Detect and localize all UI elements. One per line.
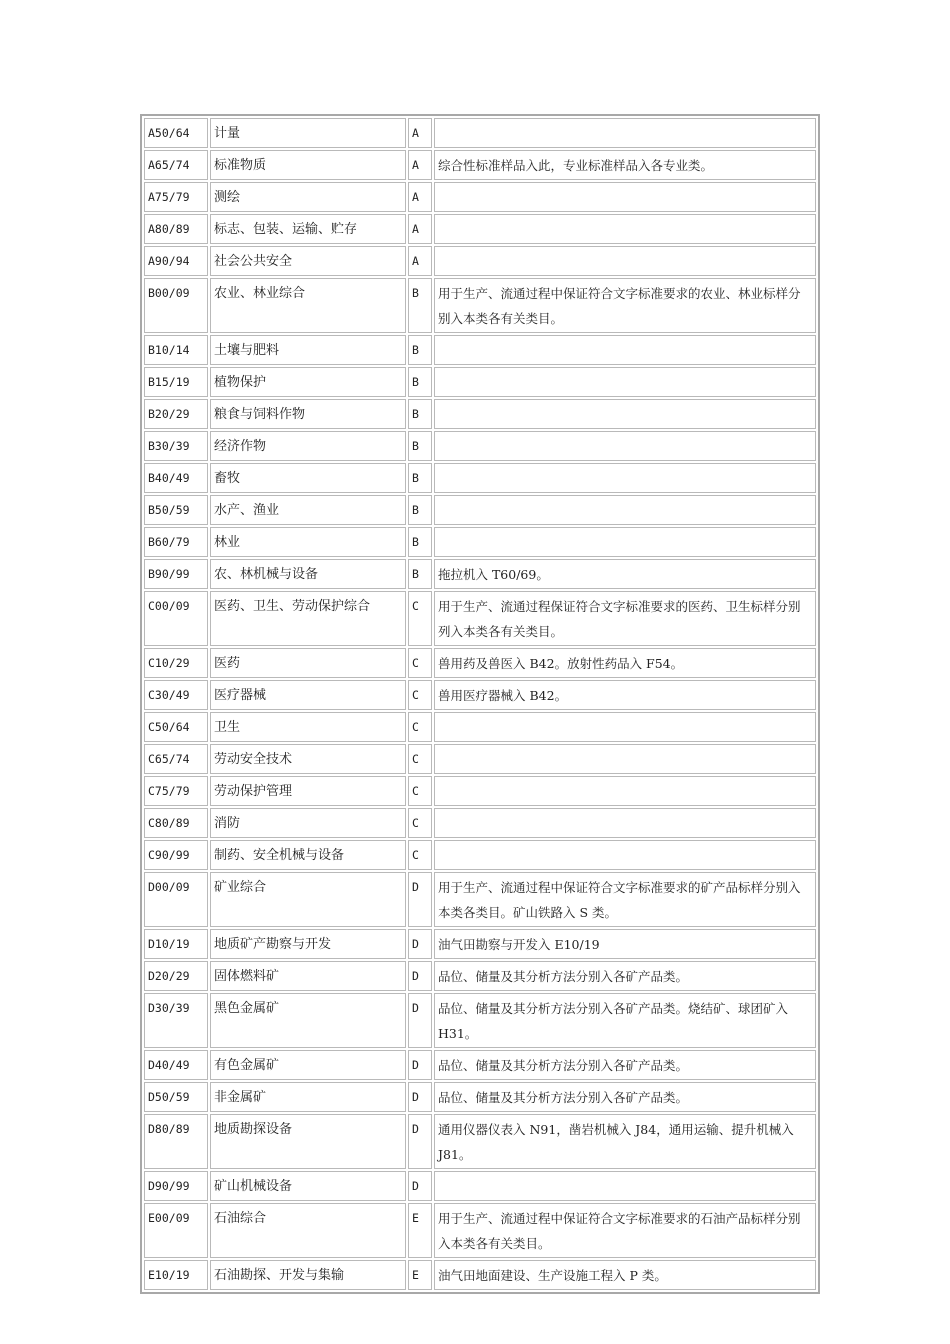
cell-name: 植物保护 [210,367,406,397]
cell-cls: D [408,961,432,991]
cell-code: D00/09 [144,872,208,927]
cell-note [434,335,816,365]
cell-name: 石油勘探、开发与集输 [210,1260,406,1290]
cell-note [434,246,816,276]
cell-note: 品位、储量及其分析方法分别入各矿产品类。 [434,1050,816,1080]
cell-note [434,463,816,493]
cell-note: 油气田地面建设、生产设施工程入 P 类。 [434,1260,816,1290]
table-row [144,808,816,838]
cell-name: 卫生 [210,712,406,742]
cell-cls: D [408,1114,432,1169]
cell-note: 兽用药及兽医入 B42。放射性药品入 F54。 [434,648,816,678]
cell-name: 畜牧 [210,463,406,493]
cell-code: A90/94 [144,246,208,276]
cell-name: 矿业综合 [210,872,406,927]
cell-cls: B [408,495,432,525]
cell-code: C75/79 [144,776,208,806]
cell-name: 林业 [210,527,406,557]
cell-note [434,214,816,244]
cell-note: 品位、储量及其分析方法分别入各矿产品类。 [434,1082,816,1112]
cell-code: B00/09 [144,278,208,333]
table-row [144,431,816,461]
cell-name: 测绘 [210,182,406,212]
table-row [144,680,816,710]
cell-name: 计量 [210,118,406,148]
cell-code: C10/29 [144,648,208,678]
cell-cls: C [408,712,432,742]
cell-note [434,367,816,397]
cell-name: 地质勘探设备 [210,1114,406,1169]
cell-cls: A [408,246,432,276]
cell-name: 消防 [210,808,406,838]
cell-code: C90/99 [144,840,208,870]
cell-code: B20/29 [144,399,208,429]
cell-cls: C [408,648,432,678]
table-body [144,118,816,1290]
cell-name: 矿山机械设备 [210,1171,406,1201]
table-row [144,495,816,525]
table-row [144,591,816,646]
cell-name: 标志、包装、运输、贮存 [210,214,406,244]
cell-code: B90/99 [144,559,208,589]
cell-note: 用于生产、流通过程保证符合文字标准要求的医药、卫生标样分别列入本类各有关类目。 [434,591,816,646]
cell-code: B30/39 [144,431,208,461]
table-row [144,1203,816,1258]
cell-code: A50/64 [144,118,208,148]
table-row [144,278,816,333]
cell-note: 拖拉机入 T60/69。 [434,559,816,589]
cell-note [434,182,816,212]
table-row [144,776,816,806]
cell-note: 油气田勘察与开发入 E10/19 [434,929,816,959]
cell-cls: C [408,744,432,774]
table-row [144,150,816,180]
cell-note [434,431,816,461]
table-row [144,1171,816,1201]
cell-name: 有色金属矿 [210,1050,406,1080]
cell-name: 医药 [210,648,406,678]
cell-code: D20/29 [144,961,208,991]
cell-note: 品位、储量及其分析方法分别入各矿产品类。 [434,961,816,991]
cell-code: E10/19 [144,1260,208,1290]
cell-name: 非金属矿 [210,1082,406,1112]
cell-note [434,808,816,838]
cell-note: 用于生产、流通过程中保证符合文字标准要求的石油产品标样分别入本类各有关类目。 [434,1203,816,1258]
table-row [144,118,816,148]
cell-note [434,840,816,870]
cell-cls: C [408,591,432,646]
cell-code: D80/89 [144,1114,208,1169]
cell-name: 水产、渔业 [210,495,406,525]
cell-note [434,399,816,429]
cell-cls: B [408,527,432,557]
cell-cls: C [408,776,432,806]
cell-name: 固体燃料矿 [210,961,406,991]
cell-cls: D [408,1050,432,1080]
cell-note [434,495,816,525]
table-row [144,399,816,429]
cell-note: 用于生产、流通过程中保证符合文字标准要求的矿产品标样分别入本类各类目。矿山铁路入 S 类。 [434,872,816,927]
table-row [144,648,816,678]
cell-cls: B [408,431,432,461]
cell-cls: D [408,993,432,1048]
cell-note [434,527,816,557]
classification-table [142,116,818,1292]
cell-note [434,712,816,742]
cell-name: 土壤与肥料 [210,335,406,365]
cell-cls: D [408,1082,432,1112]
table-row [144,993,816,1048]
cell-note: 用于生产、流通过程中保证符合文字标准要求的农业、林业标样分别入本类各有关类目。 [434,278,816,333]
cell-code: B10/14 [144,335,208,365]
cell-cls: B [408,463,432,493]
table-row [144,712,816,742]
cell-cls: B [408,278,432,333]
cell-cls: A [408,214,432,244]
cell-note [434,744,816,774]
cell-cls: B [408,559,432,589]
classification-table-frame [140,114,820,1294]
table-row [144,182,816,212]
table-row [144,1050,816,1080]
cell-name: 农、林机械与设备 [210,559,406,589]
cell-note [434,118,816,148]
cell-note [434,1171,816,1201]
cell-name: 劳动安全技术 [210,744,406,774]
table-row [144,214,816,244]
cell-code: C30/49 [144,680,208,710]
cell-name: 标准物质 [210,150,406,180]
table-row [144,1260,816,1290]
cell-cls: D [408,872,432,927]
table-row [144,463,816,493]
table-row [144,929,816,959]
table-row [144,1082,816,1112]
cell-code: C50/64 [144,712,208,742]
cell-name: 粮食与饲料作物 [210,399,406,429]
cell-cls: A [408,150,432,180]
table-row [144,367,816,397]
cell-code: B40/49 [144,463,208,493]
cell-code: D30/39 [144,993,208,1048]
cell-code: A75/79 [144,182,208,212]
cell-cls: B [408,335,432,365]
cell-name: 石油综合 [210,1203,406,1258]
cell-code: B15/19 [144,367,208,397]
cell-name: 地质矿产勘察与开发 [210,929,406,959]
table-row [144,961,816,991]
cell-cls: E [408,1203,432,1258]
cell-name: 医药、卫生、劳动保护综合 [210,591,406,646]
table-row [144,559,816,589]
cell-cls: B [408,399,432,429]
cell-name: 劳动保护管理 [210,776,406,806]
cell-code: E00/09 [144,1203,208,1258]
cell-note: 兽用医疗器械入 B42。 [434,680,816,710]
table-row [144,246,816,276]
cell-cls: A [408,182,432,212]
table-row [144,527,816,557]
cell-code: A65/74 [144,150,208,180]
table-row [144,872,816,927]
cell-code: D40/49 [144,1050,208,1080]
cell-code: D90/99 [144,1171,208,1201]
cell-name: 社会公共安全 [210,246,406,276]
cell-note: 综合性标准样品入此，专业标准样品入各专业类。 [434,150,816,180]
cell-code: C00/09 [144,591,208,646]
table-row [144,335,816,365]
cell-note [434,776,816,806]
table-row [144,744,816,774]
cell-cls: A [408,118,432,148]
cell-cls: C [408,808,432,838]
cell-code: D50/59 [144,1082,208,1112]
cell-code: C65/74 [144,744,208,774]
cell-code: D10/19 [144,929,208,959]
table-row [144,840,816,870]
cell-cls: E [408,1260,432,1290]
cell-cls: D [408,929,432,959]
cell-name: 经济作物 [210,431,406,461]
cell-cls: C [408,840,432,870]
cell-code: B60/79 [144,527,208,557]
cell-name: 黑色金属矿 [210,993,406,1048]
cell-note: 通用仪器仪表入 N91，凿岩机械入 J84，通用运输、提升机械入 J81。 [434,1114,816,1169]
cell-code: C80/89 [144,808,208,838]
cell-code: A80/89 [144,214,208,244]
cell-name: 农业、林业综合 [210,278,406,333]
cell-cls: B [408,367,432,397]
cell-note: 品位、储量及其分析方法分别入各矿产品类。烧结矿、球团矿入 H31。 [434,993,816,1048]
cell-cls: D [408,1171,432,1201]
cell-name: 制药、安全机械与设备 [210,840,406,870]
table-row [144,1114,816,1169]
cell-name: 医疗器械 [210,680,406,710]
cell-code: B50/59 [144,495,208,525]
cell-cls: C [408,680,432,710]
